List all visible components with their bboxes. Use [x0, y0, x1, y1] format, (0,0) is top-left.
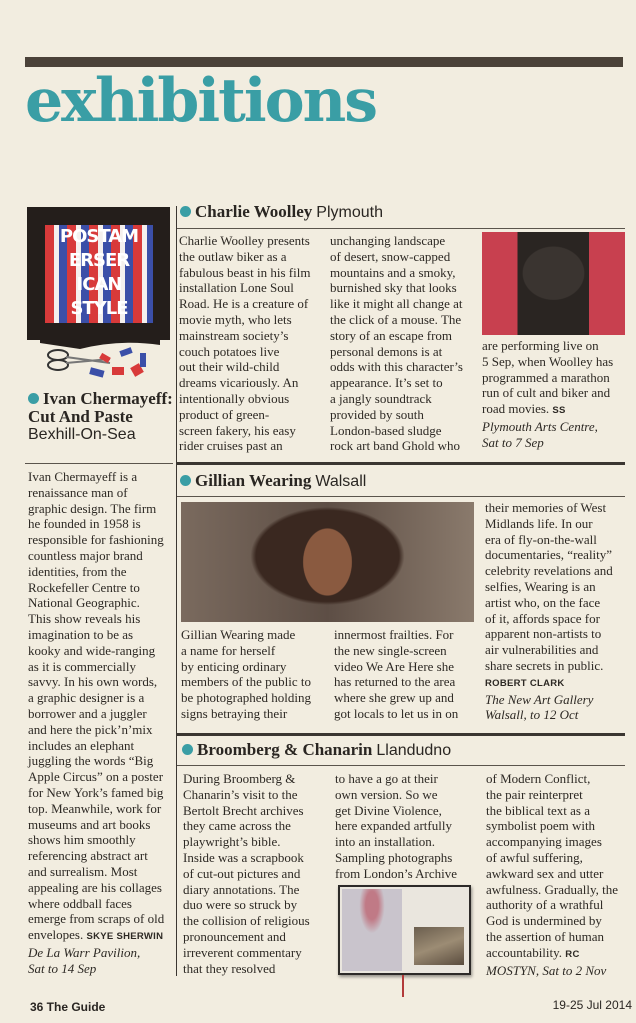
- bullet-dot-icon: [180, 206, 191, 217]
- divider: [177, 496, 625, 497]
- woman-portrait-image: [181, 502, 474, 622]
- exhibition-title: Ivan Chermayeff: Cut And Paste: [28, 389, 173, 426]
- bullet-dot-icon: [182, 744, 193, 755]
- exhibition-title: Charlie Woolley: [195, 202, 313, 221]
- wearing-col-3: [485, 500, 635, 723]
- poster-lettering: POSTAM ERSER ICAN STYLE: [45, 225, 153, 323]
- column-divider: [176, 206, 177, 976]
- section-divider: [177, 733, 625, 736]
- divider: [177, 765, 625, 766]
- byline: SS: [552, 405, 566, 417]
- exhibition-location: Llandudno: [376, 742, 452, 759]
- bullet-dot-icon: [28, 393, 39, 404]
- review-text: Ivan Chermayeff is a renaissance man of graphic design. The firm he founded in 1958 is responsible for fashioning countless major brand identities, from the Rockefeller Centre to National Geographic. This show reveals his imagination to be as kooky and wide-ranging as it is commercially savvy. In his own words, a graphic designer is a borrower and a juggler and here the pick’n’mix includes an elephant juggling the words “Big Apple Circus” on a poster for New York’s famed big top. Meanwhile, work for museums and art books shows him smoothly referencing abstract art and surrealism. Most appealing are his collages where oddball faces emerge from scraps of old envelopes.: [28, 469, 165, 943]
- review-text: are performing live on 5 Sep, when Woolley has programmed a marathon run of cult and biker and road movies.: [482, 338, 614, 417]
- exhibition-location: Plymouth: [316, 204, 383, 221]
- chermayeff-poster-image: [27, 207, 170, 340]
- byline: SKYE SHERWIN: [86, 931, 164, 943]
- open-bible-scrapbook-image: [338, 885, 471, 975]
- byline: RC: [565, 948, 580, 960]
- byline: ROBERT CLARK: [485, 677, 565, 689]
- broomberg-col-2: to have a go at their own version. So we get Divine Violence, here expanded artfully into an installation. Sampling photographs from London’s Archive: [335, 771, 458, 881]
- wearing-col-2: innermost frailties. For the new single-screen video We Are Here she has returned to the area where she grew up and got locals to let us in on: [334, 627, 459, 721]
- review-text: their memories of West Midlands life. In our era of fly-on-the-wall documentaries, “reality” celebrity revelations and selfies, Wearing is an artist who, on the face of it, affords space for apparent non-artists to air vulnerabilities and share secrets in public.: [485, 500, 613, 673]
- woolley-col-3: [482, 338, 632, 451]
- chermayeff-heading: [28, 390, 174, 443]
- bookmark-ribbon: [402, 975, 404, 997]
- biker-film-still-image: [482, 232, 625, 335]
- venue-dates: MOSTYN, Sat to 2 Nov: [486, 962, 607, 978]
- divider: [25, 463, 173, 464]
- page-number: 36 The Guide: [30, 1000, 106, 1014]
- chermayeff-review: [28, 469, 176, 977]
- review-text: of Modern Conflict, the pair reinterpret the biblical text as a symbolist poem with accompanying images of awful suffering, awkward sex and utter awfulness. Gradually, the authority of a wrathful God is undermined by the assertion of human accountability.: [486, 771, 619, 960]
- issue-date: 19-25 Jul 2014: [552, 998, 632, 1012]
- woolley-col-2: unchanging landscape of desert, snow-capped mountains and a smoky, burnished sky that looks like it might all change at the click of a mouse. The story of an escape from personal demons is at odds with this character’s appearance. It’s set to a jangly soundtrack provided by south London-based sludge rock art band Ghold who: [330, 233, 463, 454]
- exhibition-location: Walsall: [315, 473, 367, 490]
- venue-dates: The New Art Gallery Walsall, to 12 Oct: [485, 691, 594, 723]
- woolley-col-1: Charlie Woolley presents the outlaw biker as a fabulous beast in his film installation Lone Soul Road. He is a creature of movie myth, who lets mainstream society’s couch potatoes live out their wild-child dreams vicariously. An intentionally obvious product of green- screen fakery, his easy rider cruises past an: [179, 233, 311, 454]
- exhibition-title: Broomberg & Chanarin: [197, 740, 373, 759]
- section-divider: [177, 462, 625, 465]
- venue-dates: Plymouth Arts Centre, Sat to 7 Sep: [482, 418, 598, 450]
- exhibition-title: Gillian Wearing: [195, 471, 312, 490]
- wearing-heading: [180, 471, 366, 492]
- broomberg-col-1: During Broomberg & Chanarin’s visit to the Bertolt Brecht archives they came across the playwright’s bible. Inside was a scrapbook of cut-out pictures and diary annotations. The duo were so struck by the collision of religious pronouncement and irreverent commentary that they resolved: [183, 771, 310, 976]
- venue-dates: De La Warr Pavilion, Sat to 14 Sep: [28, 944, 141, 976]
- wearing-col-1: Gillian Wearing made a name for herself by enticing ordinary members of the public to be photographed holding signs betraying their: [181, 627, 311, 721]
- woolley-heading: [180, 202, 383, 223]
- broomberg-heading: [182, 740, 451, 761]
- broomberg-col-3: [486, 771, 636, 978]
- section-title: exhibitions: [25, 66, 377, 136]
- scissors-collage-image: [40, 335, 160, 385]
- bullet-dot-icon: [180, 475, 191, 486]
- divider: [177, 228, 625, 229]
- exhibition-location: Bexhill-On-Sea: [28, 426, 136, 443]
